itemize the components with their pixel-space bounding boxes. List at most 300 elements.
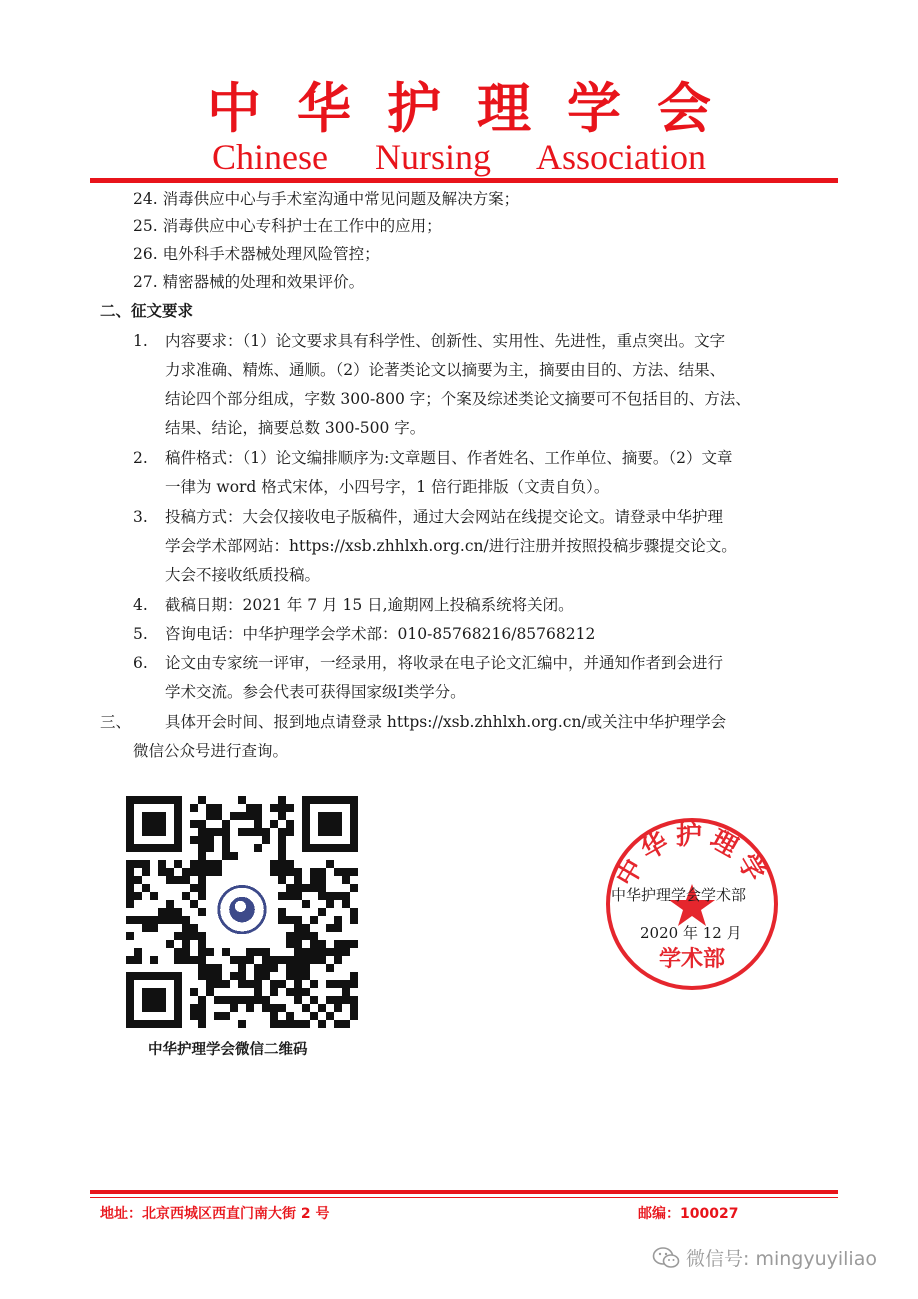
- qr-module: [342, 876, 350, 884]
- qr-module: [182, 892, 190, 900]
- qr-module: [350, 868, 358, 876]
- qr-module: [302, 948, 310, 956]
- qr-module: [350, 1012, 358, 1020]
- qr-module: [214, 860, 222, 868]
- qr-module: [142, 916, 150, 924]
- qr-module: [246, 948, 254, 956]
- qr-module: [166, 900, 174, 908]
- qr-module: [326, 924, 334, 932]
- qr-module: [270, 980, 278, 988]
- qr-module: [294, 884, 302, 892]
- qr-module: [286, 940, 294, 948]
- item-number: 1.: [133, 332, 148, 350]
- qr-module: [206, 812, 214, 820]
- qr-module: [206, 972, 214, 980]
- qr-module: [254, 804, 262, 812]
- qr-module: [278, 812, 286, 820]
- qr-module: [294, 916, 302, 924]
- qr-module: [262, 964, 270, 972]
- topic-item: 24. 消毒供应中心与手术室沟通中常见问题及解决方案；: [133, 190, 520, 208]
- qr-module: [182, 932, 190, 940]
- qr-module: [262, 1004, 270, 1012]
- qr-module: [334, 924, 342, 932]
- qr-module: [302, 924, 310, 932]
- qr-module: [158, 908, 166, 916]
- qr-module: [334, 916, 342, 924]
- qr-module: [174, 876, 182, 884]
- qr-module: [270, 964, 278, 972]
- qr-module: [350, 884, 358, 892]
- qr-module: [206, 828, 214, 836]
- qr-module: [318, 948, 326, 956]
- qr-module: [334, 980, 342, 988]
- qr-module: [198, 820, 206, 828]
- qr-module: [190, 1012, 198, 1020]
- qr-module: [334, 1004, 342, 1012]
- qr-module: [350, 1004, 358, 1012]
- qr-module: [198, 844, 206, 852]
- qr-module: [278, 980, 286, 988]
- footer-postcode: 邮编：100027: [638, 1206, 739, 1222]
- qr-module: [198, 940, 206, 948]
- qr-module: [350, 996, 358, 1004]
- qr-module: [246, 804, 254, 812]
- qr-module: [310, 948, 318, 956]
- qr-module: [206, 988, 214, 996]
- qr-module: [286, 892, 294, 900]
- qr-module: [158, 916, 166, 924]
- qr-module: [278, 876, 286, 884]
- qr-module: [278, 868, 286, 876]
- qr-module: [286, 916, 294, 924]
- qr-module: [246, 812, 254, 820]
- qr-module: [142, 884, 150, 892]
- qr-module: [254, 844, 262, 852]
- qr-module: [190, 804, 198, 812]
- qr-module: [278, 828, 286, 836]
- qr-module: [294, 956, 302, 964]
- item-line: 投稿方式：大会仅接收电子版稿件，通过大会网站在线提交论文。请登录中华护理: [165, 508, 724, 526]
- qr-module: [278, 908, 286, 916]
- qr-module: [302, 900, 310, 908]
- qr-module: [198, 948, 206, 956]
- qr-module: [166, 868, 174, 876]
- qr-module: [294, 980, 302, 988]
- qr-module: [134, 948, 142, 956]
- qr-module: [198, 1004, 206, 1012]
- qr-module: [198, 956, 206, 964]
- qr-module: [222, 948, 230, 956]
- qr-module: [318, 876, 326, 884]
- item-line: 咨询电话：中华护理学会学术部：010-85768216/85768212: [165, 625, 596, 643]
- qr-module: [214, 996, 222, 1004]
- qr-module: [230, 812, 238, 820]
- topic-item: 25. 消毒供应中心专科护士在工作中的应用；: [133, 217, 442, 235]
- item-number: 2.: [133, 449, 148, 467]
- qr-module: [286, 1020, 294, 1028]
- qr-module: [206, 860, 214, 868]
- qr-module: [342, 988, 350, 996]
- qr-module: [262, 828, 270, 836]
- item-line: 学术交流。参会代表可获得国家级Ⅰ类学分。: [165, 683, 466, 701]
- qr-module: [254, 812, 262, 820]
- qr-module: [198, 892, 206, 900]
- qr-module: [222, 996, 230, 1004]
- qr-module: [174, 956, 182, 964]
- qr-module: [286, 828, 294, 836]
- topic-item: 27. 精密器械的处理和效果评价。: [133, 273, 365, 291]
- qr-module: [310, 956, 318, 964]
- qr-module: [206, 844, 214, 852]
- qr-module: [326, 892, 334, 900]
- qr-module: [222, 980, 230, 988]
- qr-module: [278, 1020, 286, 1028]
- qr-module: [126, 932, 134, 940]
- qr-module: [318, 956, 326, 964]
- qr-module: [270, 868, 278, 876]
- qr-module: [142, 924, 150, 932]
- qr-module: [238, 956, 246, 964]
- qr-module: [294, 996, 302, 1004]
- qr-module: [182, 948, 190, 956]
- qr-module: [350, 980, 358, 988]
- qr-module: [238, 996, 246, 1004]
- qr-module: [318, 884, 326, 892]
- qr-module: [342, 1020, 350, 1028]
- qr-module: [126, 892, 134, 900]
- wechat-icon: [652, 1246, 680, 1270]
- qr-module: [254, 996, 262, 1004]
- qr-module: [278, 796, 286, 804]
- qr-module: [214, 964, 222, 972]
- item-line: 内容要求：（1）论文要求具有科学性、创新性、实用性、先进性，重点突出。文字: [165, 332, 726, 350]
- qr-module: [302, 956, 310, 964]
- qr-module: [326, 900, 334, 908]
- qr-module: [134, 916, 142, 924]
- qr-module: [166, 916, 174, 924]
- qr-module: [262, 996, 270, 1004]
- qr-module: [214, 1012, 222, 1020]
- qr-module: [230, 996, 238, 1004]
- qr-module: [270, 1012, 278, 1020]
- qr-module: [126, 876, 134, 884]
- qr-module: [198, 884, 206, 892]
- qr-module: [198, 868, 206, 876]
- qr-module: [158, 860, 166, 868]
- qr-module: [326, 1012, 334, 1020]
- seal-inner-text: 学术部: [658, 947, 726, 972]
- qr-module: [174, 916, 182, 924]
- qr-module: [310, 996, 318, 1004]
- qr-module: [254, 964, 262, 972]
- qr-module: [246, 956, 254, 964]
- qr-module: [278, 844, 286, 852]
- qr-module: [190, 884, 198, 892]
- qr-module: [214, 804, 222, 812]
- qr-module: [326, 980, 334, 988]
- qr-module: [134, 876, 142, 884]
- seal-ring-text: 中华护理学: [610, 821, 774, 892]
- qr-module: [278, 1004, 286, 1012]
- qr-module: [350, 940, 358, 948]
- qr-module: [222, 828, 230, 836]
- qr-module: [294, 868, 302, 876]
- qr-module: [302, 1020, 310, 1028]
- qr-module: [126, 860, 134, 868]
- qr-module: [302, 884, 310, 892]
- qr-module: [350, 916, 358, 924]
- qr-module: [126, 916, 134, 924]
- qr-module: [206, 964, 214, 972]
- qr-module: [222, 820, 230, 828]
- qr-module: [246, 828, 254, 836]
- qr-module: [142, 868, 150, 876]
- qr-module: [254, 820, 262, 828]
- qr-module: [270, 860, 278, 868]
- qr-module: [198, 852, 206, 860]
- qr-module: [182, 940, 190, 948]
- qr-module: [238, 972, 246, 980]
- qr-module: [198, 1012, 206, 1020]
- qr-module: [278, 916, 286, 924]
- qr-module: [294, 988, 302, 996]
- qr-module: [294, 964, 302, 972]
- qr-module: [190, 900, 198, 908]
- qr-module: [238, 812, 246, 820]
- qr-module: [342, 868, 350, 876]
- qr-module: [318, 940, 326, 948]
- qr-module: [254, 988, 262, 996]
- qr-module: [254, 948, 262, 956]
- qr-module: [286, 972, 294, 980]
- item-line: 力求准确、精炼、通顺。（2）论著类论文以摘要为主，摘要由目的、方法、结果、: [165, 361, 726, 379]
- item-line: 学会学术部网站：https://xsb.zhhlxh.org.cn/进行注册并按照投稿步骤提交论文。: [165, 537, 737, 555]
- item-number: 3.: [133, 508, 148, 526]
- footer-divider: [90, 1190, 838, 1194]
- item-line: 结论四个部分组成，字数 300-800 字；个案及综述类论文摘要可不包括目的、方法、: [165, 390, 751, 408]
- qr-module: [318, 892, 326, 900]
- qr-module: [174, 908, 182, 916]
- qr-module: [206, 980, 214, 988]
- section-3-line: 具体开会时间、报到地点请登录 https://xsb.zhhlxh.org.cn/或关注中华护理学会: [165, 713, 727, 731]
- qr-module: [270, 804, 278, 812]
- qr-module: [310, 916, 318, 924]
- wechat-qr-code: [126, 796, 358, 1028]
- qr-module: [342, 996, 350, 1004]
- qr-module: [286, 956, 294, 964]
- qr-module: [310, 868, 318, 876]
- item-line: 大会不接收纸质投稿。: [165, 566, 321, 584]
- qr-module: [150, 892, 158, 900]
- qr-module: [206, 804, 214, 812]
- footer-divider-thin: [90, 1197, 838, 1198]
- qr-module: [262, 972, 270, 980]
- qr-module: [214, 980, 222, 988]
- qr-module: [190, 868, 198, 876]
- qr-module: [310, 932, 318, 940]
- qr-module: [262, 956, 270, 964]
- qr-module: [294, 932, 302, 940]
- qr-module: [198, 932, 206, 940]
- qr-module: [318, 908, 326, 916]
- qr-module: [174, 860, 182, 868]
- qr-module: [294, 940, 302, 948]
- item-number: 5.: [133, 625, 148, 643]
- svg-text:中华护理学: [611, 820, 774, 892]
- qr-module: [294, 876, 302, 884]
- qr-module: [342, 948, 350, 956]
- qr-module: [182, 956, 190, 964]
- qr-module: [302, 932, 310, 940]
- qr-module: [238, 828, 246, 836]
- qr-module: [222, 836, 230, 844]
- qr-module: [134, 956, 142, 964]
- qr-module: [246, 1004, 254, 1012]
- qr-module: [278, 956, 286, 964]
- qr-module: [190, 956, 198, 964]
- qr-module: [318, 868, 326, 876]
- qr-module: [150, 924, 158, 932]
- section-3-line: 微信公众号进行查询。: [133, 742, 289, 760]
- qr-module: [198, 796, 206, 804]
- qr-module: [182, 868, 190, 876]
- qr-module: [230, 1004, 238, 1012]
- association-name-chinese: 中华护理学会: [207, 77, 747, 140]
- qr-module: [198, 860, 206, 868]
- qr-module: [214, 812, 222, 820]
- qr-module: [286, 884, 294, 892]
- qr-module: [190, 1004, 198, 1012]
- qr-module: [198, 996, 206, 1004]
- qr-module: [318, 1004, 326, 1012]
- qr-module: [174, 948, 182, 956]
- qr-module: [166, 908, 174, 916]
- item-number: 4.: [133, 596, 148, 614]
- qr-module: [150, 956, 158, 964]
- qr-module: [310, 876, 318, 884]
- qr-module: [230, 956, 238, 964]
- qr-module: [182, 916, 190, 924]
- qr-module: [190, 988, 198, 996]
- qr-module: [334, 940, 342, 948]
- qr-module: [238, 964, 246, 972]
- qr-module: [254, 980, 262, 988]
- qr-module: [246, 980, 254, 988]
- qr-module: [182, 924, 190, 932]
- qr-module: [270, 1004, 278, 1012]
- qr-module: [190, 932, 198, 940]
- section-number-3: 三、: [100, 713, 132, 731]
- qr-module: [326, 964, 334, 972]
- qr-module: [294, 948, 302, 956]
- qr-module: [246, 996, 254, 1004]
- qr-module: [310, 1012, 318, 1020]
- qr-module: [126, 900, 134, 908]
- qr-module: [254, 828, 262, 836]
- qr-module: [182, 876, 190, 884]
- qr-caption: 中华护理学会微信二维码: [148, 1042, 308, 1058]
- footer-address: 地址：北京西城区西直门南大街 2 号: [100, 1206, 330, 1222]
- qr-module: [350, 908, 358, 916]
- qr-module: [166, 876, 174, 884]
- qr-module: [294, 972, 302, 980]
- watermark-text: 微信号: mingyuyiliao: [686, 1248, 877, 1270]
- qr-module: [286, 868, 294, 876]
- qr-module: [126, 956, 134, 964]
- qr-module: [286, 860, 294, 868]
- qr-module: [190, 860, 198, 868]
- qr-module: [294, 924, 302, 932]
- signature-department: 中华护理学会学术部: [611, 886, 747, 904]
- qr-module: [286, 804, 294, 812]
- qr-module: [310, 940, 318, 948]
- qr-module: [302, 988, 310, 996]
- qr-module: [334, 956, 342, 964]
- qr-module: [238, 980, 246, 988]
- qr-module: [270, 820, 278, 828]
- qr-module: [206, 868, 214, 876]
- qr-module: [238, 796, 246, 804]
- qr-module: [174, 932, 182, 940]
- qr-module: [126, 868, 134, 876]
- qr-module: [214, 828, 222, 836]
- qr-module: [326, 996, 334, 1004]
- qr-module: [286, 1012, 294, 1020]
- section-heading-requirements: 二、征文要求: [100, 302, 194, 320]
- qr-module: [198, 1020, 206, 1028]
- qr-module: [270, 1020, 278, 1028]
- wechat-watermark: [652, 1244, 877, 1271]
- qr-module: [270, 988, 278, 996]
- header-divider: [90, 178, 838, 183]
- qr-module: [198, 908, 206, 916]
- qr-module: [294, 1020, 302, 1028]
- qr-module: [294, 892, 302, 900]
- qr-module: [206, 948, 214, 956]
- qr-module: [142, 860, 150, 868]
- qr-module: [286, 988, 294, 996]
- qr-module: [286, 820, 294, 828]
- item-number: 6.: [133, 654, 148, 672]
- qr-module: [206, 836, 214, 844]
- item-line: 一律为 word 格式宋体，小四号字，1 倍行距排版（文责自负）。: [165, 478, 610, 496]
- qr-module: [254, 972, 262, 980]
- qr-module: [270, 956, 278, 964]
- association-name-english: Chinese Nursing Association: [212, 137, 706, 177]
- item-line: 截稿日期：2021 年 7 月 15 日,逾期网上投稿系统将关闭。: [165, 596, 574, 614]
- qr-module: [198, 876, 206, 884]
- item-line: 结果、结论，摘要总数 300-500 字。: [165, 419, 426, 437]
- qr-module: [302, 972, 310, 980]
- qr-module: [350, 972, 358, 980]
- qr-module: [342, 940, 350, 948]
- qr-module: [222, 1012, 230, 1020]
- qr-module: [278, 860, 286, 868]
- qr-module: [302, 1004, 310, 1012]
- qr-module: [134, 860, 142, 868]
- item-line: 论文由专家统一评审，一经录用，将收录在电子论文汇编中，并通知作者到会进行: [165, 654, 724, 672]
- qr-module: [302, 964, 310, 972]
- qr-module: [278, 836, 286, 844]
- qr-module: [158, 868, 166, 876]
- qr-module: [214, 972, 222, 980]
- topic-item: 26. 电外科手术器械处理风险管控；: [133, 245, 380, 263]
- qr-module: [190, 820, 198, 828]
- qr-module: [326, 860, 334, 868]
- qr-module: [230, 972, 238, 980]
- qr-module: [190, 836, 198, 844]
- qr-module: [134, 892, 142, 900]
